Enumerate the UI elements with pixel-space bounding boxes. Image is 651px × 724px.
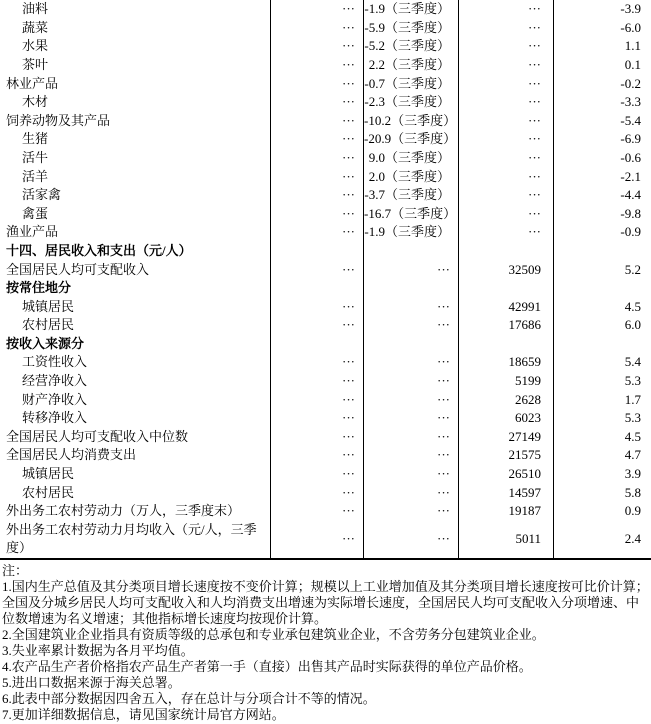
row-label: 水果 [22,38,49,54]
row-label: 农村居民 [22,484,75,500]
row-label: 禽蛋 [22,205,49,221]
row-value [458,279,553,298]
table-row [0,242,651,261]
row-value: ··· [363,390,458,409]
table-row [0,390,651,409]
row-value: ··· [458,130,553,149]
row-value: ··· [458,37,553,56]
table-row [0,409,651,428]
row-label: 城镇居民 [22,298,75,314]
row-value: 0.9 [553,502,651,521]
row-value: ··· [363,521,458,558]
table-row [0,483,651,502]
row-value: -9.8 [553,205,651,224]
row-value: 6.0 [553,316,651,335]
row-value: ··· [458,112,553,131]
row-value [270,242,363,261]
row-value: -0.9 [553,223,651,242]
row-value: ··· [270,37,363,56]
row-value: ··· [270,74,363,93]
row-value: 2.0（三季度） [363,167,458,186]
row-value: ··· [270,167,363,186]
table-row [0,130,651,149]
row-label: 转移净收入 [22,410,88,426]
row-value: ··· [363,428,458,447]
row-value [363,242,458,261]
row-label: 木材 [22,94,49,110]
row-value: 3.9 [553,465,651,484]
row-value [458,242,553,261]
table-row [0,19,651,38]
row-value: ··· [458,74,553,93]
row-value: ··· [270,521,363,558]
table-row [0,372,651,391]
row-value: 21575 [458,446,553,465]
row-label: 农村居民 [22,317,75,333]
row-label: 生猪 [22,131,49,147]
row-value: ··· [270,372,363,391]
table-row [0,149,651,168]
row-value: 17686 [458,316,553,335]
notes-list [2,579,649,723]
table-row [0,279,651,298]
row-value: -2.3（三季度） [363,93,458,112]
row-label: 活牛 [22,149,49,165]
table-row [0,112,651,131]
row-value: ··· [363,409,458,428]
row-value: 26510 [458,465,553,484]
row-value: -0.6 [553,149,651,168]
row-value: ··· [270,0,363,19]
row-value: ··· [270,149,363,168]
row-value: ··· [270,353,363,372]
table-row [0,74,651,93]
row-value: -16.7（三季度） [363,205,458,224]
row-value: ··· [270,205,363,224]
row-value: -10.2（三季度） [363,112,458,131]
row-label: 蔬菜 [22,19,49,35]
row-value: ··· [270,56,363,75]
row-value: ··· [270,502,363,521]
row-value: -0.7（三季度） [363,74,458,93]
row-label: 按收入来源分 [6,335,85,351]
row-value: 32509 [458,260,553,279]
row-value: ··· [270,223,363,242]
row-value: 14597 [458,483,553,502]
row-value: ··· [458,205,553,224]
note-item: 3.失业率累计数据为各月平均值。 [2,642,194,658]
row-value: ··· [270,409,363,428]
row-value: ··· [458,0,553,19]
row-value: ··· [270,446,363,465]
row-value: 2.2（三季度） [363,56,458,75]
row-value: ··· [270,298,363,317]
row-label: 外出务工农村劳动力（万人，三季度末） [6,503,241,519]
row-value: 4.5 [553,428,651,447]
table-row [0,93,651,112]
note-item: 6.此表中部分数据因四舍五入，存在总计与分项合计不等的情况。 [2,690,376,706]
row-value [458,335,553,354]
note-item: 7.更加详细数据信息，请见国家统计局官方网站。 [2,706,285,722]
row-value [363,335,458,354]
row-value: ··· [270,19,363,38]
row-value: ··· [458,19,553,38]
row-value: ··· [270,93,363,112]
row-value: 2628 [458,390,553,409]
row-value: -5.4 [553,112,651,131]
row-label: 活家禽 [22,187,62,203]
row-value: ··· [363,483,458,502]
row-value [363,279,458,298]
note-item: 1.国内生产总值及其分类项目增长速度按不变价计算；规模以上工业增加值及其分类项目增长速度按可比价计算；全国及分城乡居民人均可支配收入和人均消费支出增速为实际增长速度，全国居民人均可支配收入分项增速、中位数增速为名义增速；其他指标增长速度均按现价计算。 [2,578,649,626]
row-value: 19187 [458,502,553,521]
row-label: 经营净收入 [22,373,88,389]
row-value: -2.1 [553,167,651,186]
row-label: 林业产品 [6,75,59,91]
row-value [553,279,651,298]
row-value: ··· [363,502,458,521]
row-value: ··· [363,446,458,465]
row-value: -3.7（三季度） [363,186,458,205]
row-value: -20.9（三季度） [363,130,458,149]
table-row [0,502,651,521]
row-value: 0.1 [553,56,651,75]
table-row [0,56,651,75]
row-value: ··· [270,428,363,447]
row-value: 42991 [458,298,553,317]
row-label: 城镇居民 [22,466,75,482]
row-label: 全国居民人均消费支出 [6,447,137,463]
row-label: 外出务工农村劳动力月均收入（元/人，三季度） [6,522,257,556]
row-value: ··· [270,465,363,484]
row-value: 5.8 [553,483,651,502]
row-value: 18659 [458,353,553,372]
row-value: ··· [270,390,363,409]
table-row [0,205,651,224]
note-item: 4.农产品生产者价格指农产品生产者第一手（直接）出售其产品时实际获得的单位产品价格。 [2,658,532,674]
row-label: 渔业产品 [6,224,59,240]
note-item: 5.进出口数据来源于海关总署。 [2,674,181,690]
row-value: -0.2 [553,74,651,93]
row-value: 5.4 [553,353,651,372]
table-row [0,428,651,447]
row-value: ··· [458,186,553,205]
table-row [0,316,651,335]
table-row [0,37,651,56]
row-label: 全国居民人均可支配收入 [6,261,150,277]
row-label: 全国居民人均可支配收入中位数 [6,428,189,444]
row-value: -3.9 [553,0,651,19]
row-value: ··· [270,260,363,279]
row-value: -6.9 [553,130,651,149]
row-value: -3.3 [553,93,651,112]
row-label: 按常住地分 [6,280,72,296]
row-value: -5.2（三季度） [363,37,458,56]
row-value: -6.0 [553,19,651,38]
row-value: 5199 [458,372,553,391]
table-row [0,335,651,354]
row-value: 1.1 [553,37,651,56]
note-item: 2.全国建筑业企业指具有资质等级的总承包和专业承包建筑业企业，不含劳务分包建筑业企业。 [2,626,545,642]
row-value: 4.5 [553,298,651,317]
table-row [0,521,651,558]
row-value [270,279,363,298]
row-value: ··· [458,93,553,112]
row-value: 1.7 [553,390,651,409]
table-row [0,167,651,186]
row-value: ··· [270,112,363,131]
row-value: ··· [270,130,363,149]
notes-section [0,560,651,723]
row-label: 工资性收入 [22,354,88,370]
row-value: 5.3 [553,409,651,428]
row-value: ··· [363,465,458,484]
table-row [0,298,651,317]
row-value: ··· [270,316,363,335]
row-value: ··· [363,372,458,391]
row-value: 9.0（三季度） [363,149,458,168]
row-value: 6023 [458,409,553,428]
row-value: ··· [458,149,553,168]
table-row [0,0,651,19]
table-row [0,223,651,242]
table-row [0,465,651,484]
row-value: 2.4 [553,521,651,558]
row-value: ··· [458,223,553,242]
row-value [553,242,651,261]
row-label: 油料 [22,1,49,17]
row-value: -5.9（三季度） [363,19,458,38]
row-value: ··· [363,260,458,279]
row-value: 5.3 [553,372,651,391]
row-value: 5011 [458,521,553,558]
row-value: ··· [458,167,553,186]
row-value [270,335,363,354]
row-value: ··· [270,186,363,205]
row-value: -4.4 [553,186,651,205]
row-value: -1.9（三季度） [363,223,458,242]
row-value [553,335,651,354]
row-value: ··· [270,483,363,502]
row-label: 活羊 [22,168,49,184]
row-value: ··· [363,316,458,335]
row-label: 茶叶 [22,56,49,72]
notes-title: 注： [2,562,29,578]
row-label: 十四、居民收入和支出（元/人） [6,242,192,258]
row-label: 饲养动物及其产品 [6,112,111,128]
row-value: -1.9（三季度） [363,0,458,19]
table-row [0,353,651,372]
row-label: 财产净收入 [22,391,88,407]
table-row [0,260,651,279]
table-row [0,446,651,465]
row-value: 5.2 [553,260,651,279]
row-value: ··· [363,353,458,372]
row-value: ··· [458,56,553,75]
row-value: 27149 [458,428,553,447]
row-value: 4.7 [553,446,651,465]
table-row [0,186,651,205]
row-value: ··· [363,298,458,317]
